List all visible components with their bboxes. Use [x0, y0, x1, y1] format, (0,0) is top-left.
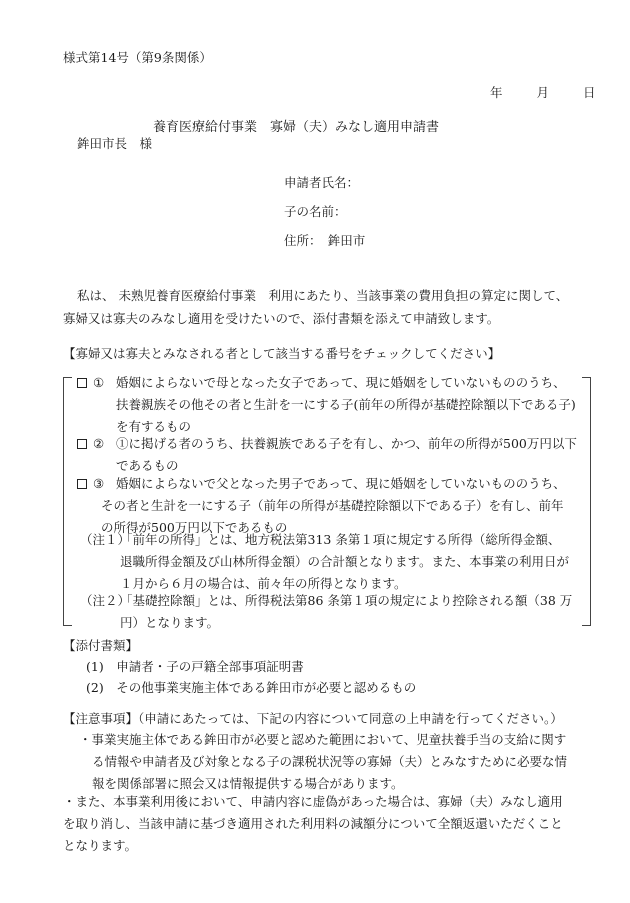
option-2-number: ②	[93, 436, 105, 451]
date-line	[490, 87, 596, 100]
check-heading: 【寡婦又は寡夫とみなされる者として該当する番号をチェックしてください】	[63, 346, 501, 361]
form-number: 様式第14号（第9条関係）	[63, 50, 212, 65]
option-2-checkbox[interactable]	[77, 439, 87, 449]
date-day: 日	[583, 85, 596, 100]
date-month: 月	[536, 85, 550, 100]
address-line	[284, 235, 365, 248]
option-2-line: ①に掲げる者のうち、扶養親族である子を有し、かつ、前年の所得が500万円以下	[116, 436, 577, 451]
intro-line-1: 私は、 未熟児養育医療給付事業 利用にあたり、当該事業の費用負担の算定に関して、	[77, 288, 569, 303]
address-label: 住所：	[284, 233, 316, 248]
note-1-text	[120, 529, 569, 595]
attachments-heading: 【添付書類】	[63, 638, 139, 653]
caution-heading-line	[63, 713, 563, 726]
addressee: 鉾田市長 様	[77, 136, 153, 151]
caution-item-1-line: ・事業実施主体である鉾田市が必要と認めた範囲において、児童扶養手当の支給に関す	[79, 732, 567, 747]
note-2-text	[120, 590, 572, 634]
option-3-line: 婚姻によらないで父となった男子であって、現に婚姻をしていないもののうち、	[116, 476, 566, 491]
option-2-row	[77, 438, 104, 451]
option-1-line: 婚姻によらないで母となった女子であって、現に婚姻をしていないもののうち、	[116, 375, 566, 390]
caution-item-2	[63, 791, 563, 857]
caution-item-2-line: を取り消し、当該申請に基づき適用された利用料の減額分について全額返還いただくこと	[63, 816, 563, 831]
attachment-item-1	[86, 661, 304, 674]
attachment-item-text: その他事業実施主体である鉾田市が必要と認めるもの	[116, 680, 417, 695]
child-name-label: 子の名前：	[284, 204, 347, 219]
option-1-checkbox[interactable]	[77, 378, 87, 388]
applicant-name-label: 申請者氏名：	[284, 175, 360, 190]
note-1-line: 退職所得金額及び山林所得金額）の合計額となります。また、本事業の利用日が	[120, 554, 570, 569]
intro-line-2: 寡婦又は寡夫のみなし適用を受けたいので、添付書類を添えて申請致します。	[63, 311, 500, 326]
document-title: 養育医療給付事業 寡婦（夫）みなし適用申請書	[153, 120, 440, 135]
note-1-line: １月から６月の場合は、前々年の所得となります。	[120, 576, 407, 591]
note-2-line: 円）となります。	[120, 615, 220, 630]
attachment-item-number: (2)	[86, 680, 104, 695]
caution-heading-rest: （申請にあたっては、下記の内容について同意の上申請を行ってください。）	[138, 711, 563, 726]
option-3-checkbox[interactable]	[77, 479, 87, 489]
caution-item-2-line: となります。	[63, 838, 138, 853]
option-1-text	[116, 372, 576, 438]
attachment-item-text: 申請者・子の戸籍全部事項証明書	[116, 659, 304, 674]
date-year: 年	[490, 85, 503, 100]
option-2-line: であるもの	[116, 458, 179, 473]
caution-item-1	[79, 729, 567, 795]
caution-heading: 【注意事項】	[63, 711, 139, 726]
note-1-line: 「前年の所得」とは、地方税法第313 条第１項に規定する所得（総所得金額、	[120, 532, 561, 547]
options-bracket-left	[63, 377, 72, 626]
caution-item-2-line: ・また、本事業利用後において、申請内容に虚偽があった場合は、寡婦（夫）みなし適用	[63, 794, 563, 809]
caution-item-1-line: 報を関係部署に照会又は情報提供する場合があります。	[92, 776, 404, 791]
option-1-row	[77, 377, 104, 390]
note-1-label: （注１）	[80, 532, 131, 547]
option-1-number: ①	[93, 375, 105, 390]
attachment-item-number: (1)	[86, 659, 104, 674]
address-value: 鉾田市	[327, 233, 366, 248]
option-1-line: 扶養親族その他その者と生計を一にする子(前年の所得が基礎控除額以下である子)	[116, 397, 576, 412]
option-3-line: の所得が500万円以下であるもの	[101, 520, 288, 535]
note-2-line: 「基礎控除額」とは、所得税法第86 条第１項の規定により控除される額（38 万	[120, 593, 573, 608]
option-1-line: を有するもの	[116, 419, 192, 434]
option-3-number: ③	[93, 476, 105, 491]
options-bracket-right	[582, 377, 591, 626]
caution-item-1-line: る情報や申請者及び対象となる子の課税状況等の寡婦（夫）とみなすために必要な情	[92, 754, 568, 769]
option-3-line: その者と生計を一にする子（前年の所得が基礎控除額以下である子）を有し、前年	[101, 498, 564, 513]
attachment-item-2	[86, 682, 416, 695]
note-2-label: （注２）	[80, 593, 131, 608]
option-2-text	[116, 433, 577, 477]
